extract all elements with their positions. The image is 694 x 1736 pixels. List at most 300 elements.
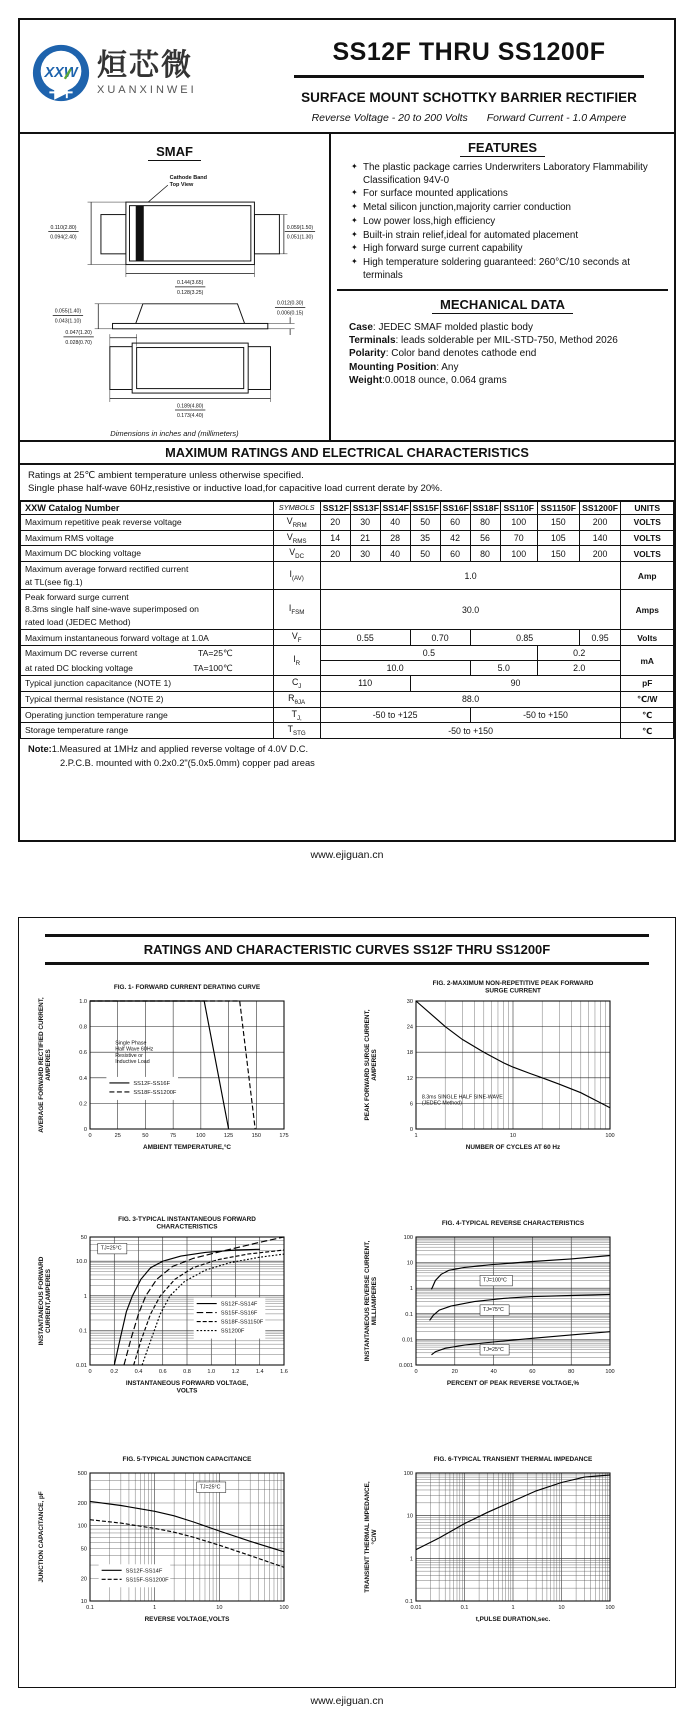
value-cell: 30.0 [320,590,621,630]
mechanical-title: MECHANICAL DATA [432,297,573,314]
fig3-chart-svg [34,1213,334,1441]
svg-text:TJ=25°C: TJ=25°C [199,1484,221,1491]
symbol-cell: $C_J$ [273,676,320,692]
condition-line: Ratings at 25℃ ambient temperature unless otherwise specified. [28,470,304,481]
svg-text:1.0: 1.0 [207,1369,216,1375]
company-name-english: XUANXINWEI [97,83,197,96]
svg-text:NUMBER OF CYCLES AT 60 Hz: NUMBER OF CYCLES AT 60 Hz [465,1144,561,1151]
symbol-cell: $I_R$ [273,646,320,676]
value-cell: 140 [579,530,621,546]
features-list [337,162,668,283]
value-cell: 200 [579,546,621,562]
svg-text:50: 50 [142,1133,149,1139]
value-cell: 50 [410,514,440,530]
svg-text:FIG. 1- FORWARD CURRENT DERATI: FIG. 1- FORWARD CURRENT DERATING CURVE [113,984,261,991]
svg-text:PEAK FORWARD SURGE CURRENT,: PEAK FORWARD SURGE CURRENT, [364,1009,371,1121]
value-cell: 20 [320,546,350,562]
unit-cell: Amps [621,590,674,630]
svg-text:0.8: 0.8 [79,1024,87,1031]
mechanical-data-section [337,291,668,396]
svg-text:100: 100 [279,1605,289,1611]
svg-text:TJ=100°C: TJ=100°C [483,1277,507,1284]
svg-text:INSTANTANEOUS FORWARD VOLTAGE,: INSTANTANEOUS FORWARD VOLTAGE, [125,1380,249,1387]
feature-item: ✦ High forward surge current capability [351,243,664,256]
fig1-chart-svg [34,977,334,1205]
svg-text:SS15F-SS16F: SS15F-SS16F [220,1310,258,1317]
table-row [21,562,674,590]
dim-height-mm: 0.043(1.10) [54,318,81,325]
fig3-instantaneous-forward-characteristics [34,1213,334,1441]
svg-text:0.1: 0.1 [79,1328,87,1335]
datasheet-page-1 [18,18,676,842]
svg-text:24: 24 [406,1024,413,1031]
fig2-chart-svg [360,977,660,1205]
param-cell: Typical junction capacitance (NOTE 1) [21,676,274,692]
svg-text:10: 10 [216,1605,223,1611]
value-cell: 150 [537,546,579,562]
fig5-typical-junction-capacitance [34,1449,334,1677]
svg-text:12: 12 [406,1075,413,1082]
value-cell: 2.0 [537,661,620,676]
svg-text:100: 100 [605,1133,615,1139]
value-cell: 60 [440,514,470,530]
value-cell: 0.95 [579,630,621,646]
dim-standoff-mm: 0.006(0.15) [276,310,303,317]
dim-lead-length-mm: 0.028(0.70) [64,339,92,346]
dim-body-width-in: 0.110(2.80) [49,224,76,231]
svg-text:0.01: 0.01 [402,1337,413,1344]
symbol-cell: $V_{RRM}$ [273,514,320,530]
feature-item: ✦ Built-in strain relief,ideal for automated placement [351,230,664,243]
logo-xxw-icon [30,42,92,104]
unit-cell: ℃/W [621,691,674,707]
svg-text:0: 0 [409,1127,413,1133]
charts-grid [19,967,675,1683]
svg-text:1.4: 1.4 [255,1369,264,1375]
svg-text:150: 150 [251,1133,261,1139]
col-header: UNITS [621,501,674,514]
note-line: Note:1.Measured at 1MHz and applied reverse voltage of 4.0V D.C. [28,744,309,755]
value-cell: 40 [380,514,410,530]
dim-body-length-in: 0.144(3.65) [176,280,203,287]
svg-text:0.01: 0.01 [410,1605,422,1611]
col-header: XXW Catalog Number [21,501,274,514]
svg-text:FIG. 2-MAXIMUM NON-REPETITIVE: FIG. 2-MAXIMUM NON-REPETITIVE PEAK FORWARD [432,980,594,987]
svg-text:0.1: 0.1 [86,1605,94,1611]
top-view [48,175,315,296]
param-cell: Typical thermal resistance (NOTE 2) [21,691,274,707]
svg-text:Half Wave 60Hz: Half Wave 60Hz [115,1046,154,1053]
unit-cell: VOLTS [621,514,674,530]
fig2-peak-forward-surge-current [360,977,660,1205]
mech-polarity: Polarity: Color band denotes cathode end [349,348,537,360]
mech-case: Case: JEDEC SMAF molded plastic body [349,321,533,333]
col-header: SS12F [320,501,350,514]
svg-text:0: 0 [414,1369,418,1375]
table-header-row [21,501,674,514]
col-header: SS15F [410,501,440,514]
symbol-cell: $I_{FSM}$ [273,590,320,630]
value-cell: 40 [380,546,410,562]
dim-lead-width-in: 0.059(1.50) [286,224,313,231]
svg-text:30: 30 [406,999,413,1005]
svg-text:REVERSE VOLTAGE,VOLTS: REVERSE VOLTAGE,VOLTS [144,1616,230,1623]
company-name-chinese: 烜芯微 [97,49,193,83]
svg-text:125: 125 [223,1133,234,1139]
svg-text:TJ=25°C: TJ=25°C [100,1245,122,1252]
svg-text:0.1: 0.1 [460,1605,469,1611]
dim-total-length-in: 0.189(4.80) [176,403,203,410]
value-cell: 50 [410,546,440,562]
table-row [21,676,674,692]
svg-text:1: 1 [511,1605,515,1611]
bottom-view [63,330,270,419]
ratings-table [20,501,674,739]
unit-cell: Volts [621,630,674,646]
mech-terminals: Terminals: leads solderable per MIL-STD-750, Method 2026 [349,335,618,346]
svg-text:TJ=25°C: TJ=25°C [483,1346,504,1353]
param-cell: Maximum DC blocking voltage [21,546,274,562]
value-cell: 0.85 [470,630,579,646]
svg-text:INSTANTANEOUS REVERSE CURRENT,: INSTANTANEOUS REVERSE CURRENT, [364,1240,371,1362]
svg-text:SS12F-SS14F: SS12F-SS14F [220,1301,258,1308]
col-header: SYMBOLS [273,501,320,514]
unit-cell: ℃ [621,707,674,723]
svg-text:1: 1 [153,1605,157,1611]
series-SS12F-SS16F [90,1001,229,1129]
value-cell: 150 [537,514,579,530]
svg-text:1: 1 [409,1286,413,1293]
unit-cell: VOLTS [621,546,674,562]
symbol-cell: $V_{RMS}$ [273,530,320,546]
feature-item: ✦ High temperature soldering guaranteed: 260°C/10 seconds at terminals [351,257,664,282]
value-cell: 56 [470,530,500,546]
company-logo [30,34,282,104]
svg-text:50: 50 [80,1546,87,1553]
symbol-cell: $V_F$ [273,630,320,646]
svg-text:CURRENT,AMPERES: CURRENT,AMPERES [45,1269,52,1333]
svg-text:0.4: 0.4 [79,1075,87,1082]
svg-text:80: 80 [568,1369,575,1375]
value-cell: 90 [410,676,621,692]
svg-text:(JEDEC Method): (JEDEC Method) [421,1100,462,1107]
svg-text:JUNCTION CAPACITANCE, pF: JUNCTION CAPACITANCE, pF [38,1491,45,1583]
header [20,20,674,134]
package-outline-section [20,134,331,440]
svg-text:SS12F-SS16F: SS12F-SS16F [133,1080,171,1087]
value-cell: 21 [350,530,380,546]
svg-text:18: 18 [406,1050,413,1057]
value-cell: 0.2 [537,646,620,661]
website-url: www.ejiguan.cn [310,849,384,861]
value-cell: 30 [350,514,380,530]
svg-text:XXW: XXW [44,64,78,81]
table-row [21,691,674,707]
table-row [21,546,674,562]
reverse-voltage-range: Reverse Voltage - 20 to 200 Volts [311,112,468,124]
value-cell: -50 to +125 [320,707,470,723]
param-cell: Maximum repetitive peak reverse voltage [21,514,274,530]
svg-text:0.2: 0.2 [79,1101,87,1108]
value-cell: 0.5 [320,646,537,661]
value-cell: -50 to +150 [320,723,621,739]
svg-text:TRANSIENT THERMAL IMPEDANCE,: TRANSIENT THERMAL IMPEDANCE, [364,1481,371,1593]
svg-text:100: 100 [403,1471,413,1477]
mechanical-items [337,319,668,396]
svg-text:FIG. 4-TYPICAL REVERSE CHARACT: FIG. 4-TYPICAL REVERSE CHARACTERISTICS [441,1220,585,1227]
svg-text:AMPERES: AMPERES [45,1049,52,1081]
dim-total-length-mm: 0.173(4.40) [176,413,203,420]
svg-text:AMBIENT TEMPERATURE,°C: AMBIENT TEMPERATURE,°C [143,1144,231,1151]
feature-item: ✦ The plastic package carries Underwriters Laboratory Flammability Classification 94V-0 [351,162,664,187]
param-cell: Maximum DC reverse current TA=25℃ [21,646,274,661]
feature-item: ✦ Metal silicon junction,majority carrier conduction [351,202,664,215]
svg-text:175: 175 [279,1133,289,1139]
part-title: SS12F THRU SS1200F [332,38,606,66]
col-header: SS1200F [579,501,621,514]
symbol-cell: $I_{(AV)}$ [273,562,320,590]
svg-text:200: 200 [77,1500,87,1507]
series-SS15F-SS1200F [90,1520,284,1568]
fig5-chart-svg [34,1449,334,1677]
svg-text:MILLIAMPERES: MILLIAMPERES [371,1276,378,1326]
svg-text:0: 0 [88,1369,92,1375]
value-cell: 14 [320,530,350,546]
subtitle: SURFACE MOUNT SCHOTTKY BARRIER RECTIFIER [301,90,637,105]
svg-text:75: 75 [170,1133,177,1139]
table-row [21,630,674,646]
svg-text:0.01: 0.01 [76,1363,87,1369]
svg-text:100: 100 [605,1369,615,1375]
col-header: SS110F [500,501,537,514]
svg-text:0.1: 0.1 [405,1311,413,1318]
value-cell: 80 [470,514,500,530]
fig4-typical-reverse-characteristics [360,1213,660,1441]
note-line: 2.P.C.B. mounted with 0.2x0.2"(5.0x5.0mm) copper pad areas [60,757,315,768]
svg-text:AVERAGE FORWARD RECTIFIED CURR: AVERAGE FORWARD RECTIFIED CURRENT, [38,997,45,1133]
param-cell: Peak forward surge current 8.3ms single half sine-wave superimposed on rated load (JEDEC Method) [21,590,274,630]
svg-text:1.0: 1.0 [79,999,87,1005]
table-row [21,514,674,530]
ratings-section-title: MAXIMUM RATINGS AND ELECTRICAL CHARACTERISTICS [20,440,674,465]
top-view-callout: Top View [169,182,193,189]
unit-cell: ℃ [621,723,674,739]
value-cell: 20 [320,514,350,530]
table-row [21,590,674,630]
svg-text:10: 10 [558,1605,565,1611]
svg-text:25: 25 [114,1133,121,1139]
param-cell: Storage temperature range [21,723,274,739]
symbol-cell: $V_{DC}$ [273,546,320,562]
value-cell: 60 [440,546,470,562]
svg-text:1.2: 1.2 [231,1369,240,1375]
svg-text:Single Phase: Single Phase [115,1040,147,1047]
svg-text:10.0: 10.0 [76,1259,87,1266]
notes [20,739,674,781]
col-header: SS13F [350,501,380,514]
svg-text:0.2: 0.2 [110,1369,119,1375]
feature-item: ✦ For surface mounted applications [351,188,664,201]
svg-text:0.6: 0.6 [79,1050,87,1057]
col-header: SS16F [440,501,470,514]
fig6-chart-svg [360,1449,660,1677]
condition-line: Single phase half-wave 60Hz,resistive or inductive load,for capacitive load current derate by 20%. [28,483,443,495]
value-cell: 42 [440,530,470,546]
svg-text:SS18F-SS1150F: SS18F-SS1150F [220,1319,264,1326]
value-cell: 200 [579,514,621,530]
svg-text:SS15F-SS1200F: SS15F-SS1200F [125,1577,169,1584]
svg-text:INSTANTANEOUS FORWARD: INSTANTANEOUS FORWARD [38,1256,45,1346]
package-diagram [34,168,316,420]
svg-text:10: 10 [406,1260,413,1267]
svg-text:8.3ms SINGLE HALF SINE-WAVE: 8.3ms SINGLE HALF SINE-WAVE [421,1094,503,1101]
value-cell: 30 [350,546,380,562]
svg-text:500: 500 [77,1471,87,1477]
symbol-cell: $R_{\theta JA}$ [273,691,320,707]
tagline [282,112,656,124]
svg-text:t,PULSE DURATION,sec.: t,PULSE DURATION,sec. [475,1616,551,1623]
svg-text:100: 100 [403,1235,413,1241]
svg-text:0.001: 0.001 [399,1363,413,1369]
value-cell: 5.0 [470,661,537,676]
svg-text:VOLTS: VOLTS [176,1387,198,1395]
logo-text [97,50,197,96]
param-cell: Maximum instantaneous forward voltage at 1.0A [21,630,274,646]
col-header: SS1150F [537,501,579,514]
unit-cell: Amp [621,562,674,590]
svg-text:1: 1 [414,1133,418,1139]
table-row [21,530,674,546]
svg-text:1: 1 [409,1556,413,1563]
curves-section-title: RATINGS AND CHARACTERISTIC CURVES SS12F THRU SS1200F [45,934,649,965]
dim-body-width-mm: 0.094(2.40) [49,234,77,241]
website-url: www.ejiguan.cn [310,1695,384,1707]
svg-text:20: 20 [451,1369,458,1375]
svg-text:40: 40 [490,1369,497,1375]
title-block [282,34,664,124]
svg-text:SURGE CURRENT: SURGE CURRENT [485,987,541,995]
svg-text:10: 10 [509,1133,517,1139]
ratings-conditions [20,465,674,501]
param-cell: at rated DC blocking voltage TA=100℃ [21,661,274,676]
svg-text:1.6: 1.6 [280,1369,288,1375]
cathode-band-callout: Cathode Band [169,174,207,181]
svg-text:SS12F-SS14F: SS12F-SS14F [125,1568,163,1575]
svg-text:20: 20 [80,1576,87,1583]
svg-text:100: 100 [77,1523,87,1530]
value-cell: -50 to +150 [470,707,621,723]
table-row [21,707,674,723]
svg-text:50: 50 [80,1235,87,1241]
svg-text:TJ=75°C: TJ=75°C [483,1307,504,1314]
svg-text:0.1: 0.1 [405,1599,413,1605]
features-title: FEATURES [460,140,545,157]
value-cell: 100 [500,546,537,562]
svg-text:Resistive or: Resistive or [115,1052,143,1059]
value-cell: 1.0 [320,562,621,590]
svg-text:FIG. 3-TYPICAL INSTANTANEOUS F: FIG. 3-TYPICAL INSTANTANEOUS FORWARD [118,1216,256,1223]
svg-text:0: 0 [83,1127,87,1133]
svg-text:60: 60 [529,1369,536,1375]
svg-text:°C/W: °C/W [371,1529,378,1545]
value-cell: 35 [410,530,440,546]
svg-text:0: 0 [88,1133,92,1139]
svg-text:10: 10 [80,1599,87,1605]
value-cell: 28 [380,530,410,546]
series-SS12F-SS14F [90,1501,284,1551]
fig4-chart-svg [360,1213,660,1441]
dim-lead-length-in: 0.047(1.20) [64,330,92,337]
svg-text:10: 10 [406,1513,413,1520]
forward-current-rating: Forward Current - 1.0 Ampere [486,112,627,124]
symbol-cell: $T_{STG}$ [273,723,320,739]
unit-cell: VOLTS [621,530,674,546]
dim-standoff-in: 0.012(0.30) [276,300,303,307]
table-row [21,661,674,676]
fig6-transient-thermal-impedance [360,1449,660,1677]
dim-lead-width-mm: 0.051(1.30) [286,234,313,241]
cathode-band [135,206,143,261]
value-cell: 88.0 [320,691,621,707]
svg-text:CHARACTERISTICS: CHARACTERISTICS [156,1223,218,1231]
value-cell: 100 [500,514,537,530]
svg-text:6: 6 [409,1101,413,1108]
param-cell: Maximum RMS voltage [21,530,274,546]
series-TJ=100°C [432,1256,611,1290]
svg-text:FIG. 6-TYPICAL TRANSIENT THERM: FIG. 6-TYPICAL TRANSIENT THERMAL IMPEDANCE [433,1456,593,1463]
svg-text:100: 100 [605,1605,615,1611]
dim-height-in: 0.055(1.40) [54,308,81,315]
feature-item: ✦ Low power loss,high efficiency [351,216,664,229]
svg-text:SS18F-SS1200F: SS18F-SS1200F [133,1089,177,1096]
features-section [337,134,668,291]
svg-text:0.8: 0.8 [183,1369,191,1375]
svg-text:1: 1 [83,1293,87,1300]
svg-text:100: 100 [196,1133,206,1139]
svg-text:0.6: 0.6 [158,1369,167,1375]
value-cell: 110 [320,676,410,692]
svg-text:Inductive Load: Inductive Load [115,1059,150,1066]
value-cell: 0.70 [410,630,470,646]
unit-cell: mA [621,646,674,676]
value-cell: 80 [470,546,500,562]
unit-cell: pF [621,676,674,692]
fig1-forward-current-derating-curve [34,977,334,1205]
value-cell: 105 [537,530,579,546]
symbol-cell: $T_{J,}$ [273,707,320,723]
svg-text:SS1200F: SS1200F [220,1328,245,1335]
package-name: SMAF [148,144,201,161]
mech-mounting: Mounting Position: Any [349,361,459,373]
col-header: SS18F [470,501,500,514]
mech-weight: Weight:0.0018 ounce, 0.064 grams [349,375,507,387]
param-cell: Operating junction temperature range [21,707,274,723]
svg-text:FIG. 5-TYPICAL JUNCTION CAPACI: FIG. 5-TYPICAL JUNCTION CAPACITANCE [122,1456,252,1463]
value-cell: 70 [500,530,537,546]
dimensions-caption: Dimensions in inches and (millimeters) [110,429,239,438]
svg-text:0.4: 0.4 [134,1369,143,1375]
datasheet-page-2 [18,917,676,1688]
value-cell: 10.0 [320,661,470,676]
table-row [21,723,674,739]
svg-text:PERCENT OF PEAK REVERSE VOLTAG: PERCENT OF PEAK REVERSE VOLTAGE,% [446,1380,580,1387]
table-row [21,646,674,661]
svg-text:AMPERES: AMPERES [371,1049,378,1081]
col-header: SS14F [380,501,410,514]
dim-body-length-mm: 0.128(3.25) [176,290,203,296]
title-rule [294,75,644,78]
param-cell: Maximum average forward rectified current at TL(see fig.1) [21,562,274,590]
